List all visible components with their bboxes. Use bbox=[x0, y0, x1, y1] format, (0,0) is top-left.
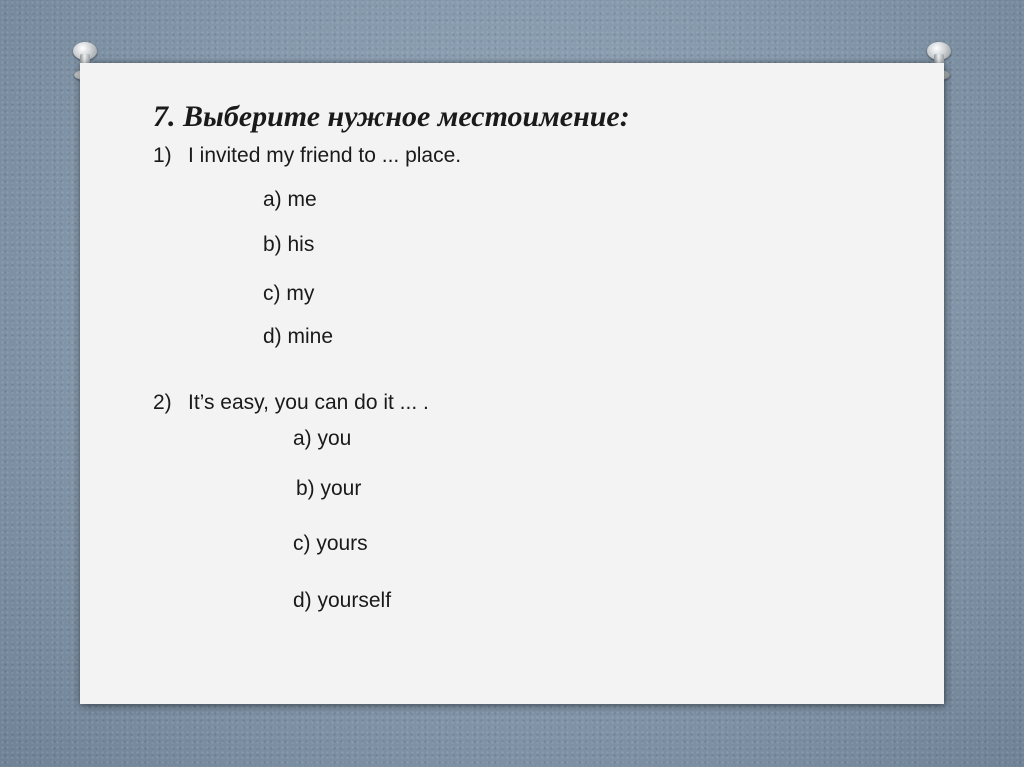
question-1 bbox=[153, 144, 461, 168]
question-2-option-d: d) yourself bbox=[293, 589, 392, 612]
question-2-option-b: b) your bbox=[296, 477, 362, 500]
question-1-text: I invited my friend to ... place. bbox=[188, 144, 462, 167]
question-2-option-a: a) you bbox=[293, 427, 352, 450]
question-1-option-c: c) my bbox=[263, 282, 315, 305]
question-2-option-c: c) yours bbox=[293, 532, 368, 555]
question-2-text: It’s easy, you can do it ... . bbox=[188, 391, 429, 414]
question-1-number: 1) bbox=[153, 144, 172, 167]
question-1-option-b: b) his bbox=[263, 233, 315, 256]
question-2 bbox=[153, 391, 429, 415]
question-1-option-d: d) mine bbox=[263, 325, 334, 348]
question-1-option-a: a) me bbox=[263, 188, 317, 211]
question-2-number: 2) bbox=[153, 391, 172, 414]
slide-title: 7. Выберите нужное местоимение: bbox=[153, 100, 630, 133]
